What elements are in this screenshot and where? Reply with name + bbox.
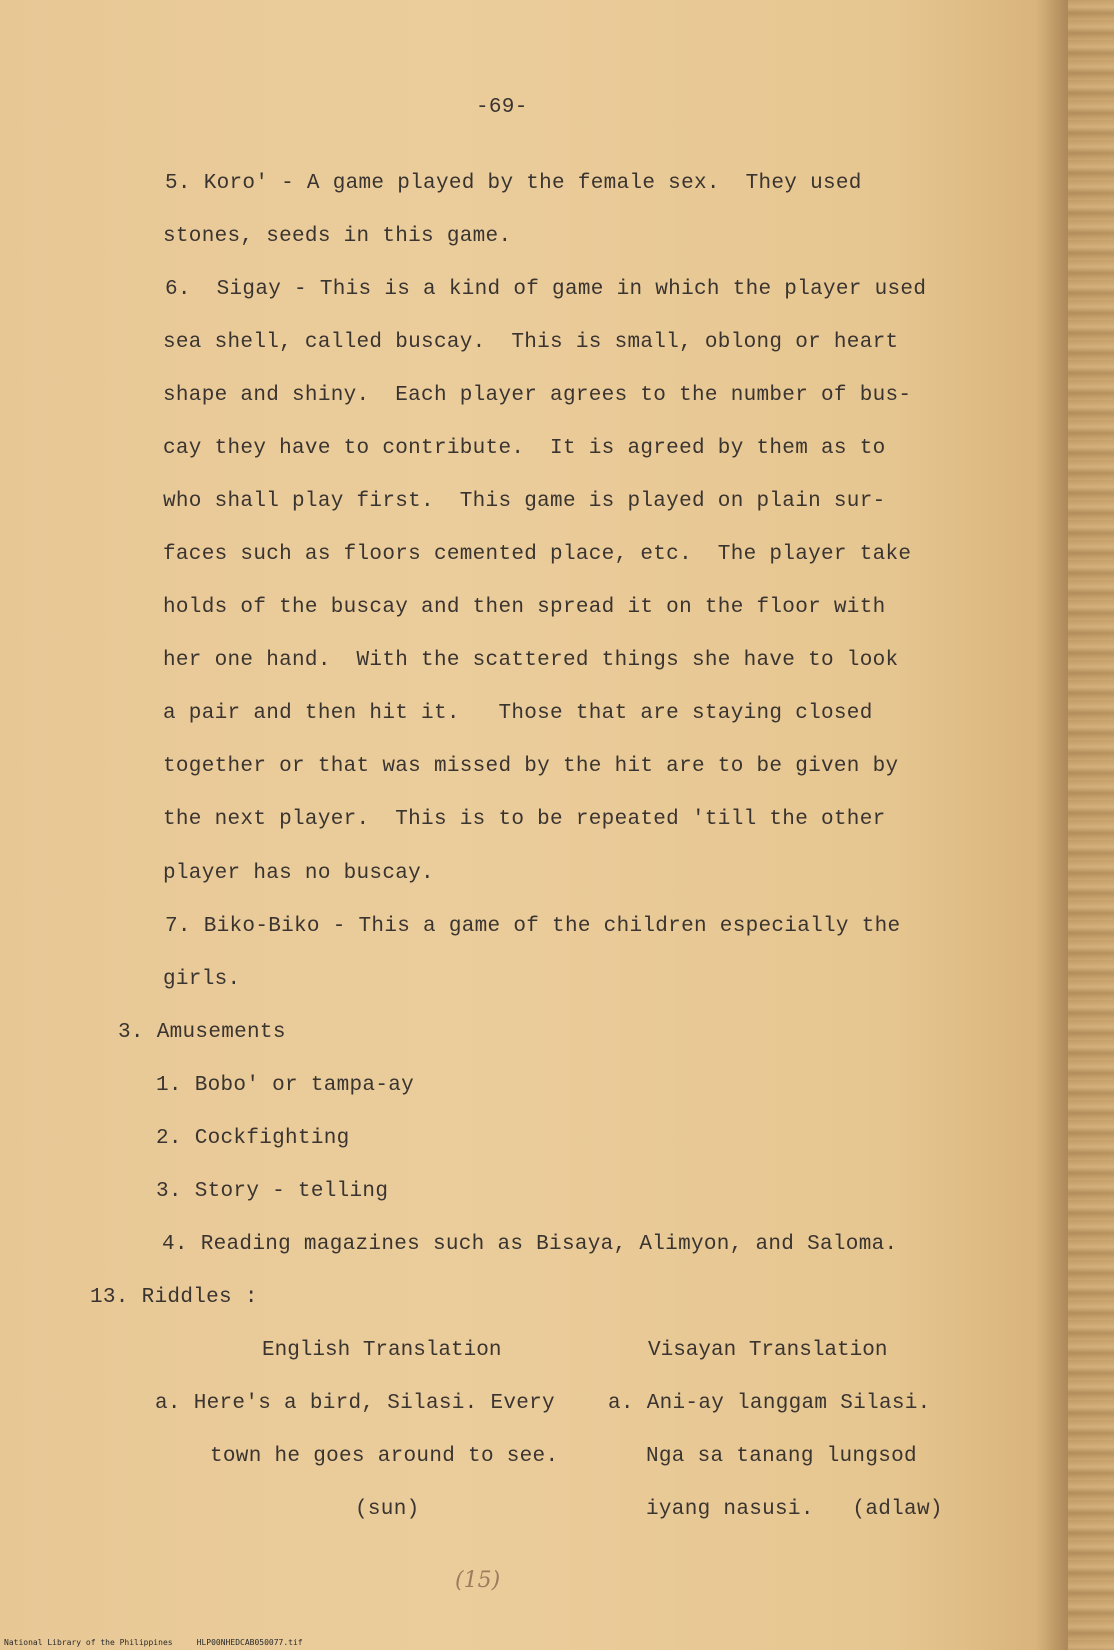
text-line: the next player. This is to be repeated 'till the other [163, 808, 886, 831]
text-line: a pair and then hit it. Those that are staying closed [163, 702, 873, 725]
riddle-english-answer: (sun) [355, 1498, 420, 1521]
text-line: player has no buscay. [163, 862, 434, 885]
text-line: who shall play first. This game is played on plain sur- [163, 490, 886, 513]
archive-footer: National Library of the Philippines HLP00NHEDCAB050077.tif [4, 1638, 303, 1647]
section-heading: 13. Riddles : [90, 1286, 258, 1309]
english-column-header: English Translation [262, 1339, 502, 1362]
riddle-english-line: town he goes around to see. [210, 1445, 559, 1468]
text-line: faces such as floors cemented place, etc. The player take [163, 543, 912, 566]
visayan-column-header: Visayan Translation [648, 1339, 888, 1362]
text-line: cay they have to contribute. It is agreed by them as to [163, 437, 886, 460]
text-line: together or that was missed by the hit are to be given by [163, 755, 899, 778]
riddle-visayan-line: a. Ani-ay langgam Silasi. [608, 1392, 931, 1415]
list-item: 3. Story - telling [156, 1180, 389, 1203]
text-line: 7. Biko-Biko - This a game of the children especially the [165, 915, 901, 938]
riddle-english-line: a. Here's a bird, Silasi. Every [155, 1392, 555, 1415]
text-line: girls. [163, 968, 241, 991]
riddle-visayan-line: iyang nasusi. (adlaw) [646, 1498, 943, 1521]
text-line: sea shell, called buscay. This is small, oblong or heart [163, 331, 899, 354]
list-item: 2. Cockfighting [156, 1127, 350, 1150]
text-line: holds of the buscay and then spread it on the floor with [163, 596, 886, 619]
list-item: 1. Bobo' or tampa-ay [156, 1074, 415, 1097]
text-line: stones, seeds in this game. [163, 225, 512, 248]
book-binding-edge [1068, 0, 1114, 1650]
text-line: her one hand. With the scattered things she have to look [163, 649, 899, 672]
text-line: shape and shiny. Each player agrees to the number of bus- [163, 384, 912, 407]
list-item: 4. Reading magazines such as Bisaya, Alimyon, and Saloma. [162, 1233, 898, 1256]
text-line: 5. Koro' - A game played by the female sex. They used [165, 172, 862, 195]
text-line: 6. Sigay - This is a kind of game in which the player used [165, 278, 927, 301]
handwritten-page-mark: (15) [455, 1568, 501, 1593]
page-number: -69- [476, 96, 528, 119]
section-heading: 3. Amusements [118, 1021, 286, 1044]
riddle-visayan-line: Nga sa tanang lungsod [646, 1445, 917, 1468]
